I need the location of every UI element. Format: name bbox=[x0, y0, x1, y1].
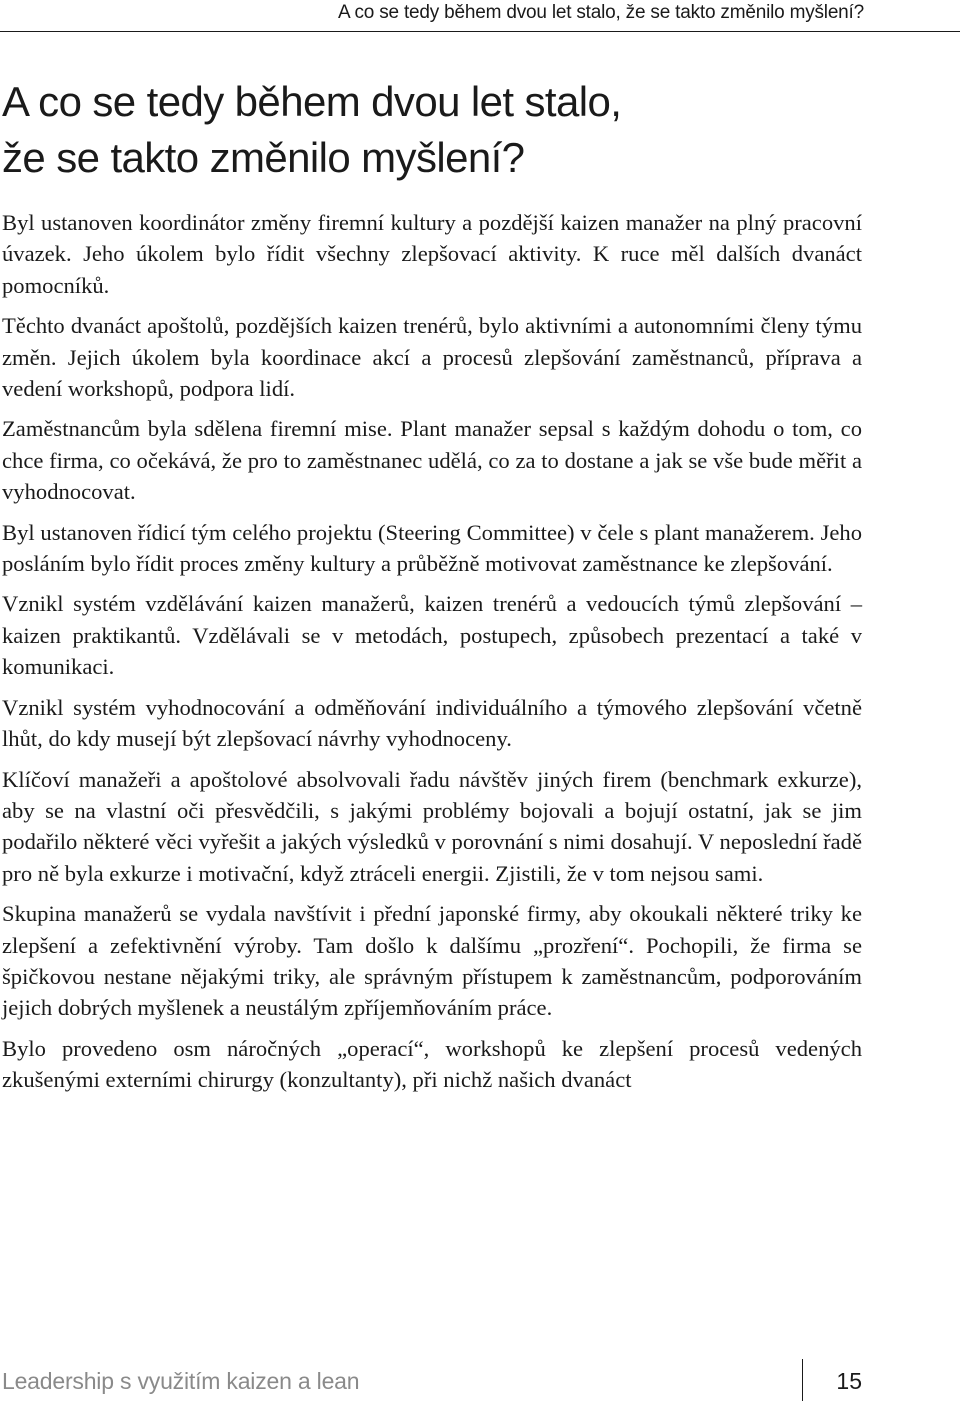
paragraph: Skupina manažerů se vydala navštívit i přední japonské firmy, aby okoukali některé triky ke zlepšení a zefektivnění výroby. Tam došlo k dalšímu „prozření“. Pochopili, že firma se špičkovou nestane nějakými triky, ale správným přístupem k zaměstnancům, podporováním jejich dobrých myšlenek a neustálým zpříjemňováním práce. bbox=[2, 901, 862, 1021]
chapter-title-line-1: A co se tedy během dvou let stalo, bbox=[2, 78, 622, 125]
paragraph: Vznikl systém vzdělávání kaizen manažerů, kaizen trenérů a vedoucích týmů zlepšování – kaizen praktikantů. Vzdělávali se v metodách, postupech, způsobech prezentací a také v komunikaci. bbox=[2, 591, 862, 680]
paragraph: Bylo provedeno osm náročných „operací“, workshopů ke zlepšení procesů vedených zkušenými externími chirurgy (konzultanty), při nichž našich dvanáct bbox=[2, 1035, 862, 1093]
chapter-title-line-2: že se takto změnilo myšlení? bbox=[2, 134, 525, 181]
paragraph: Byl ustanoven koordinátor změny firemní kultury a pozdější kaizen manažer na plný pracovní úvazek. Jeho úkolem bylo řídit všechny zlepšovací aktivity. K ruce měl dalších dvanáct pomocníků. bbox=[2, 210, 862, 298]
footer-book-title: Leadership s využitím kaizen a lean bbox=[2, 1368, 360, 1394]
running-header: A co se tedy během dvou let stalo, že se takto změnilo myšlení? bbox=[337, 2, 864, 23]
paragraph: Vznikl systém vyhodnocování a odměňování individuálního a týmového zlepšování včetně lhůt, do kdy musejí být zlepšovací návrhy vyhodnoceny. bbox=[2, 694, 862, 752]
footer-divider bbox=[802, 1359, 803, 1401]
body-text bbox=[2, 207, 862, 1105]
paragraph: Byl ustanoven řídicí tým celého projektu (Steering Committee) v čele s plant manažerem. Jeho posláním bylo řídit proces změny kultury a průběžně motivovat zaměstnance ke zlepšování. bbox=[2, 519, 862, 577]
paragraph: Klíčoví manažeři a apoštolové absolvovali řadu návštěv jiných firem (benchmark exkurze), aby se na vlastní oči přesvědčili, s jakými problémy bojovali a bojují ostatní, jak se jim podařilo některé věci vyřešit a jakých výsledků v porovnání s nimi dosahují. V neposlední řadě pro ně byla exkurze i motivační, když ztráceli energii. Zjistili, že v tom nejsou sami. bbox=[2, 766, 862, 886]
page-number: 15 bbox=[836, 1368, 862, 1394]
chapter-title bbox=[2, 74, 621, 186]
paragraph: Zaměstnancům byla sdělena firemní mise. Plant manažer sepsal s každým dohodu o tom, co chce firma, co očekává, že pro to zaměstnanec udělá, co za to dostane a jak se vše bude měřit a vyhodnocovat. bbox=[2, 416, 862, 505]
paragraph: Těchto dvanáct apoštolů, pozdějších kaizen trenérů, bylo aktivními a autonomními členy týmu změn. Jejich úkolem byla koordinace akcí a procesů zlepšování zaměstnanců, příprava a vedení workshopů, podpora lidí. bbox=[2, 313, 862, 402]
header-rule bbox=[0, 31, 960, 32]
